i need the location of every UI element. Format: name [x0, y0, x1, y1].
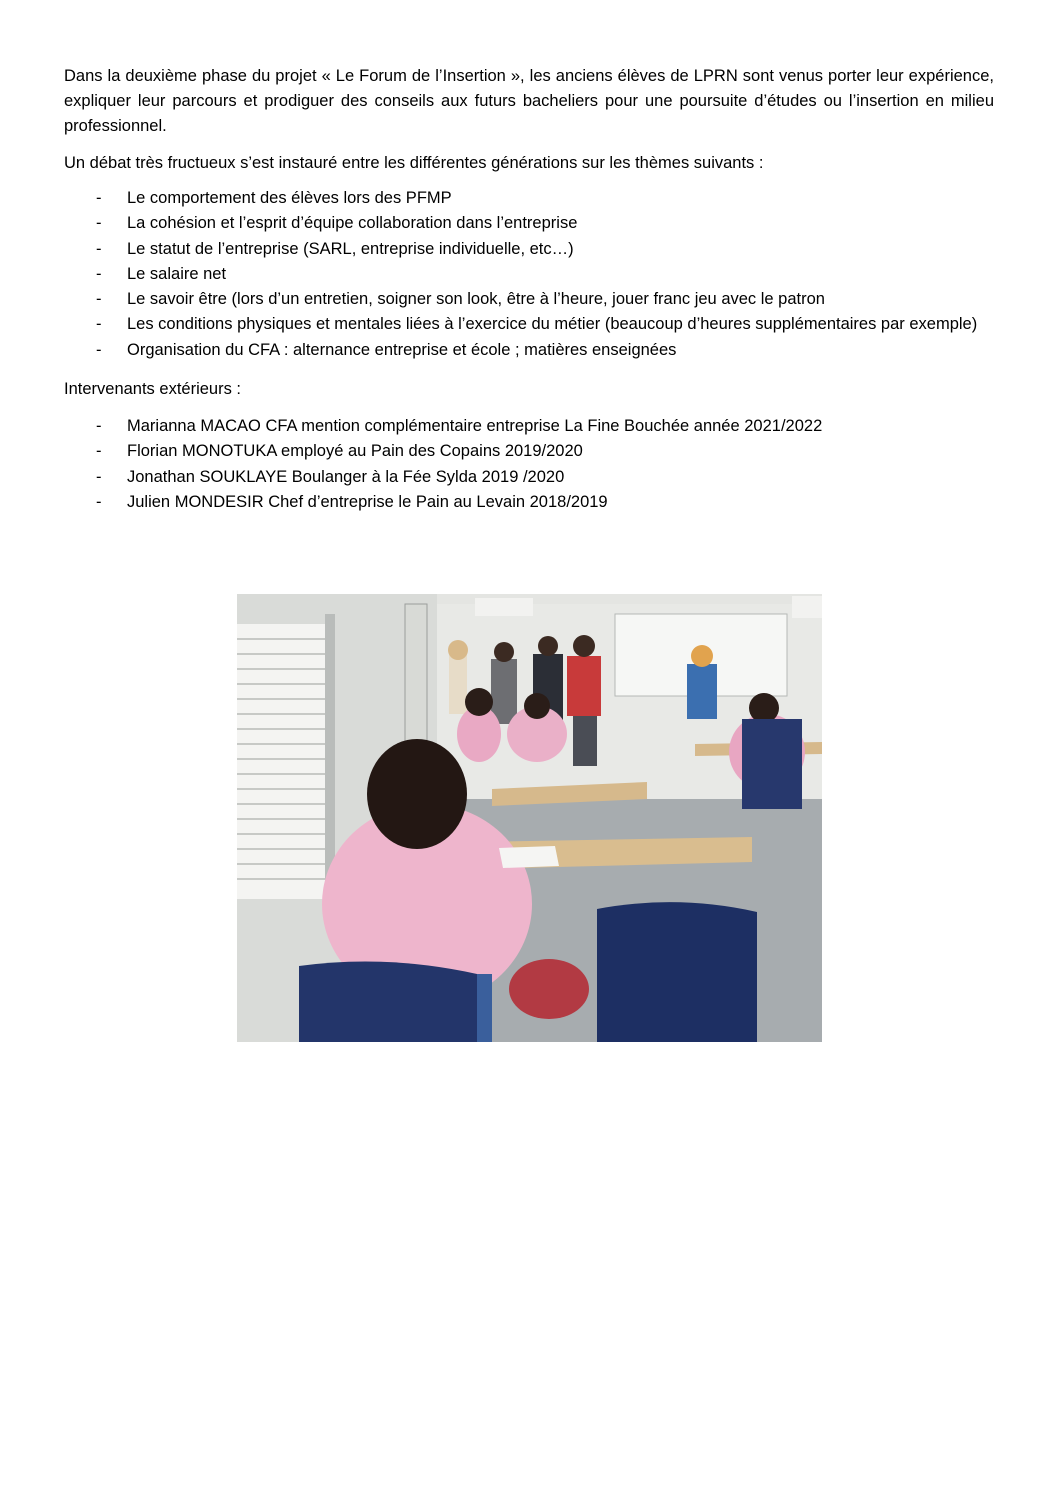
- list-item: - Julien MONDESIR Chef d’entreprise le Pain au Levain 2018/2019: [64, 490, 994, 515]
- bullet-dash: -: [96, 239, 102, 258]
- list-item: - Les conditions physiques et mentales liées à l’exercice du métier (beaucoup d’heures supplémentaires par exemple): [64, 312, 994, 337]
- intro-paragraph: Dans la deuxième phase du projet « Le Forum de l’Insertion », les anciens élèves de LPRN sont venus porter leur expérience, expliquer leur parcours et prodiguer des conseils aux futurs bacheliers pour une poursuite d’études ou l’insertion en milieu professionnel.: [64, 67, 994, 135]
- list-item: - Organisation du CFA : alternance entreprise et école ; matières enseignées: [64, 338, 994, 363]
- speakers-heading: Intervenants extérieurs :: [64, 380, 242, 399]
- debate-intro: Un débat très fructueux s’est instauré entre les différentes générations sur les thèmes suivants :: [64, 154, 764, 172]
- themes-list: [64, 186, 994, 363]
- bullet-dash: -: [96, 417, 102, 436]
- bullet-dash: -: [96, 442, 102, 461]
- speakers-list: [64, 414, 994, 515]
- bullet-dash: -: [96, 340, 102, 359]
- bullet-dash: -: [96, 290, 102, 309]
- bullet-dash: -: [96, 315, 102, 334]
- list-item: - Le salaire net: [64, 262, 994, 287]
- list-item: - Le comportement des élèves lors des PFMP: [64, 186, 994, 211]
- list-item: - Le statut de l’entreprise (SARL, entreprise individuelle, etc…): [64, 237, 994, 262]
- list-item: - Florian MONOTUKA employé au Pain des Copains 2019/2020: [64, 439, 994, 464]
- bullet-dash: -: [96, 467, 102, 486]
- bullet-dash: -: [96, 492, 102, 511]
- bullet-dash: -: [96, 214, 102, 233]
- list-item: - La cohésion et l’esprit d’équipe collaboration dans l’entreprise: [64, 211, 994, 236]
- list-item: - Le savoir être (lors d’un entretien, soigner son look, être à l’heure, jouer franc jeu avec le patron: [64, 287, 994, 312]
- document-body: [64, 64, 994, 515]
- bullet-dash: -: [96, 264, 102, 283]
- classroom-photo: [237, 594, 822, 1042]
- list-item: - Marianna MACAO CFA mention complémentaire entreprise La Fine Bouchée année 2021/2022: [64, 414, 994, 439]
- bullet-dash: -: [96, 189, 102, 207]
- list-item: - Jonathan SOUKLAYE Boulanger à la Fée Sylda 2019 /2020: [64, 465, 994, 490]
